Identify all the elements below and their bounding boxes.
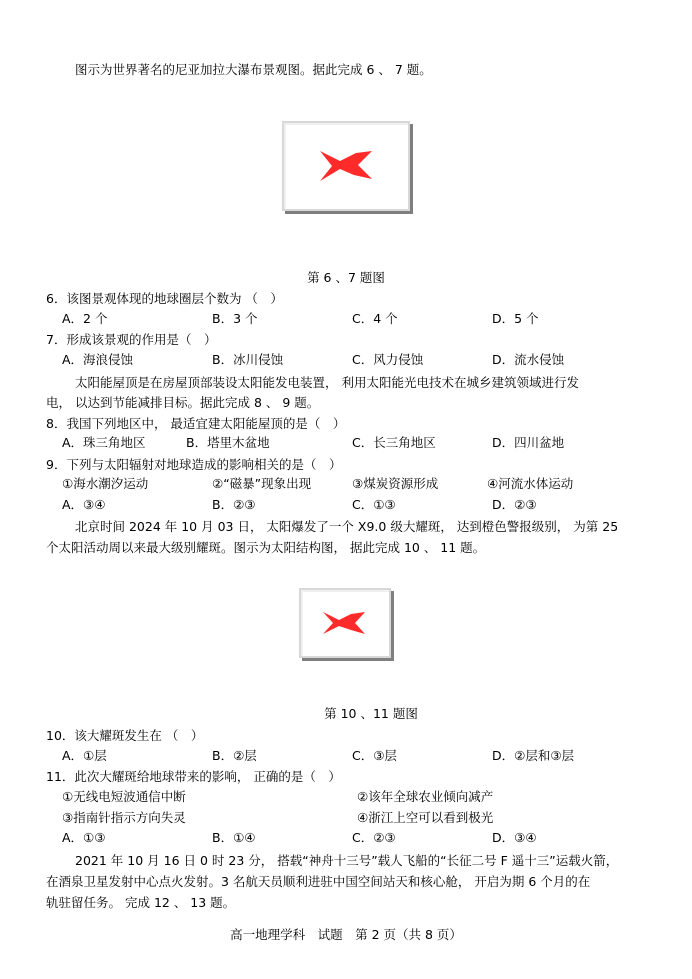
statement-3: ③煤炭资源形成 bbox=[352, 476, 439, 491]
question-6: 6．该图景观体现的地球圈层个数为 （ ） bbox=[46, 291, 283, 306]
option-b: B．②层 bbox=[212, 748, 257, 763]
intro-q6-7: 图示为世界著名的尼亚加拉大瀑布景观图。据此完成 6 、 7 题。 bbox=[75, 62, 432, 77]
option-a: A．①层 bbox=[62, 748, 107, 763]
question-7: 7．形成该景观的作用是（ ） bbox=[46, 332, 217, 347]
intro-q12-13-line3: 轨驻留任务。 完成 12 、 13 题。 bbox=[46, 895, 236, 910]
option-c: C．4 个 bbox=[352, 311, 398, 326]
question-8: 8．我国下列地区中， 最适宜建太阳能屋顶的是（ ） bbox=[46, 416, 346, 431]
option-a: A．2 个 bbox=[62, 311, 108, 326]
intro-q12-13-line2: 在酒泉卫星发射中心点火发射。3 名航天员顺利进驻中国空间站天和核心舱， 开启为期 6 个月的在 bbox=[46, 874, 591, 889]
intro-q12-13-line1: 2021 年 10 月 16 日 0 时 23 分， 搭载“神舟十三号”载人飞船的“长征二号 F 遥十三”运载火箭， bbox=[75, 853, 619, 868]
option-d: D．②层和③层 bbox=[492, 748, 575, 763]
option-c: C．②③ bbox=[352, 830, 396, 845]
statement-2: ②该年全球农业倾向减产 bbox=[357, 789, 494, 804]
statement-3: ③指南针指示方向失灵 bbox=[62, 810, 186, 825]
option-c: C．③层 bbox=[352, 748, 397, 763]
statement-4: ④浙江上空可以看到极光 bbox=[357, 810, 494, 825]
option-d: D．③④ bbox=[492, 830, 537, 845]
option-b: B．①④ bbox=[212, 830, 256, 845]
statement-1: ①无线电短波通信中断 bbox=[62, 789, 186, 804]
option-a: A．珠三角地区 bbox=[62, 435, 146, 450]
page-footer: 高一地理学科 试题 第 2 页（共 8 页） bbox=[230, 927, 462, 942]
statement-1: ①海水潮汐运动 bbox=[62, 476, 149, 491]
statement-4: ④河流水体运动 bbox=[487, 476, 574, 491]
option-c: C．长三角地区 bbox=[352, 435, 436, 450]
broken-image-icon bbox=[299, 588, 391, 658]
question-11: 11．此次大耀斑给地球带来的影响， 正确的是（ ） bbox=[46, 769, 341, 784]
option-b: B．冰川侵蚀 bbox=[212, 352, 284, 367]
option-a: A．①③ bbox=[62, 830, 106, 845]
option-c: C．①③ bbox=[352, 497, 396, 512]
statement-2: ②“磁暴”现象出现 bbox=[212, 476, 312, 491]
intro-q10-11-line1: 北京时间 2024 年 10 月 03 日， 太阳爆发了一个 X9.0 级大耀斑， 达到橙色警报级别， 为第 25 bbox=[75, 519, 619, 534]
option-d: D．流水侵蚀 bbox=[492, 352, 565, 367]
option-a: A．海浪侵蚀 bbox=[62, 352, 134, 367]
figure-caption: 第 10 、11 题图 bbox=[324, 706, 418, 721]
option-d: D．四川盆地 bbox=[492, 435, 565, 450]
question-9: 9．下列与太阳辐射对地球造成的影响相关的是（ ） bbox=[46, 457, 342, 472]
intro-q10-11-line2: 个太阳活动周以来最大级别耀斑。图示为太阳结构图， 据此完成 10 、 11 题。 bbox=[46, 540, 486, 555]
intro-q8-9-line1: 太阳能屋顶是在房屋顶部装设太阳能发电装置， 利用太阳能光电技术在城乡建筑领域进行发 bbox=[75, 375, 579, 390]
option-b: B．②③ bbox=[212, 497, 256, 512]
option-b: B．3 个 bbox=[212, 311, 258, 326]
option-b: B．塔里木盆地 bbox=[186, 435, 270, 450]
option-d: D．5 个 bbox=[492, 311, 539, 326]
intro-q8-9-line2: 电， 以达到节能减排目标。据此完成 8 、 9 题。 bbox=[46, 395, 320, 410]
option-c: C．风力侵蚀 bbox=[352, 352, 424, 367]
figure-caption: 第 6 、7 题图 bbox=[307, 270, 385, 285]
broken-image-icon bbox=[282, 121, 410, 211]
option-a: A．③④ bbox=[62, 497, 106, 512]
question-10: 10．该大耀斑发生在 （ ） bbox=[46, 728, 204, 743]
option-d: D．②③ bbox=[492, 497, 537, 512]
